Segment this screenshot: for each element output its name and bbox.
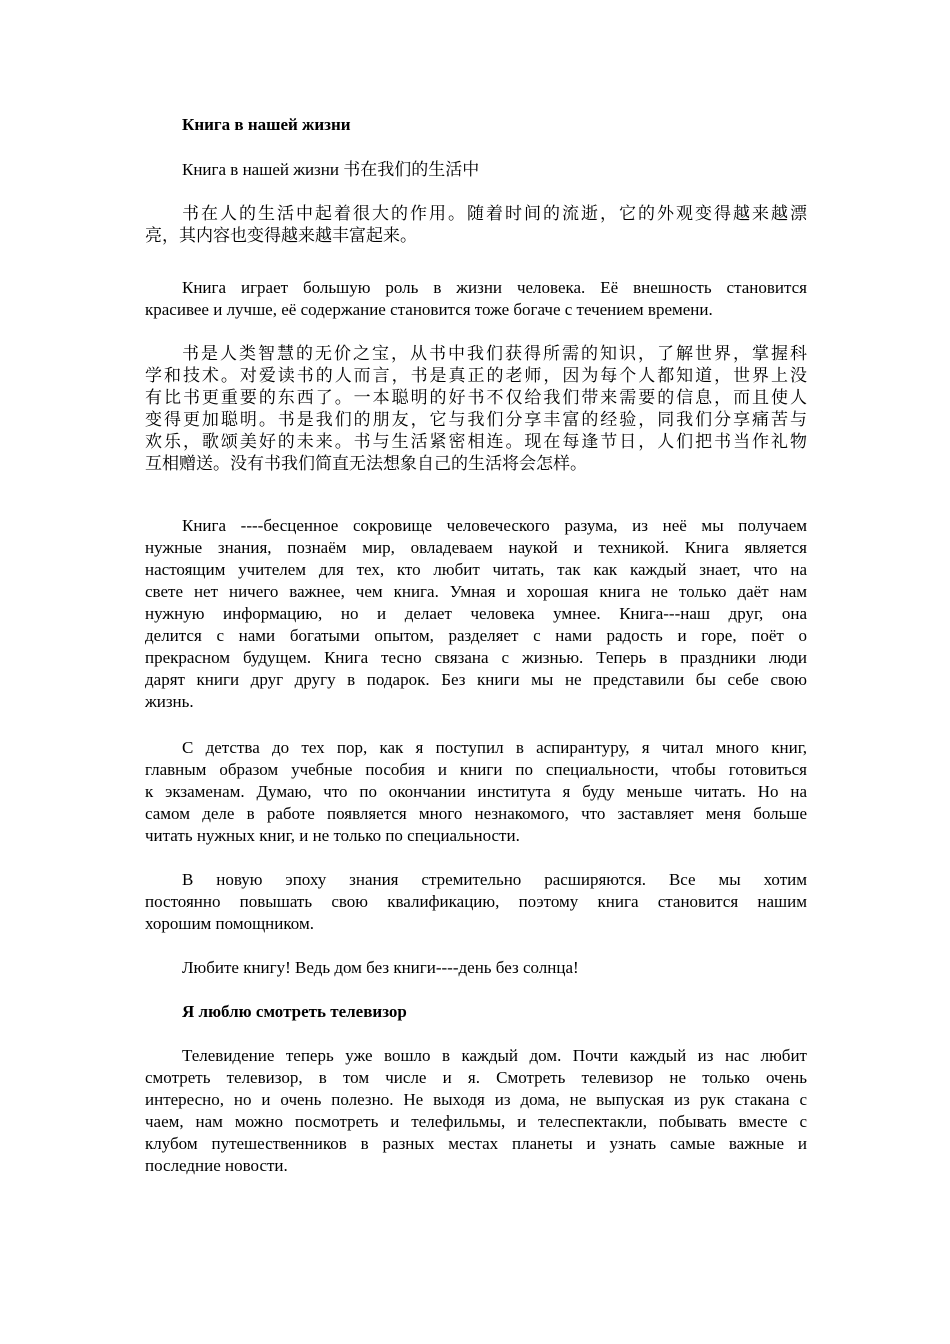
text-line: нужные знания, познаём мир, овладеваем наукой и техникой. Книга является (145, 538, 807, 557)
text-line: читать нужных книг, и не только по специальности. (145, 826, 520, 845)
text-line: Книга ----бесценное сокровище человеческого разума, из неё мы получаем (182, 516, 807, 535)
text-line: к экзаменам. Думаю, что по окончании института я буду меньше читать. Но на (145, 782, 807, 801)
paragraph (145, 957, 807, 979)
paragraph (145, 159, 807, 181)
paragraph (145, 515, 807, 713)
text-line: Книга в нашей жизни (182, 115, 351, 134)
text-line: делится с нами богатыми опытом, разделяет с нами радость и горе, поёт о (145, 626, 807, 645)
text-line: самом деле в работе появляется много незнакомого, что заставляет меня больше (145, 804, 807, 823)
text-line: настоящим учителем для тех, кто любит читать, так как каждый знает, что на (145, 560, 807, 579)
section-heading (145, 1001, 807, 1023)
paragraph (145, 1045, 807, 1177)
paragraph (145, 737, 807, 847)
paragraph (145, 203, 807, 247)
text-line: Книга в нашей жизни 书在我们的生活中 (182, 160, 480, 179)
text-line: 欢乐，歌颂美好的未来。书与生活紧密相连。现在每逢节日，人们把书当作礼物 (145, 432, 807, 451)
text-line: 书在人的生活中起着很大的作用。随着时间的流逝，它的外观变得越来越漂 (182, 204, 807, 223)
text-line: жизнь. (145, 692, 194, 711)
text-line: 学和技术。对爱读书的人而言，书是真正的老师，因为每个人都知道，世界上没 (145, 366, 807, 385)
text-line: 书是人类智慧的无价之宝，从书中我们获得所需的知识，了解世界，掌握科 (182, 344, 807, 363)
text-line: красивее и лучше, её содержание становится тоже богаче с течением времени. (145, 300, 713, 319)
paragraph (145, 869, 807, 935)
text-line: хорошим помощником. (145, 914, 314, 933)
text-line: постоянно повышать свою квалификацию, поэтому книга становится нашим (145, 892, 807, 911)
text-line: 互相赠送。没有书我们简直无法想象自己的生活将会怎样。 (145, 454, 587, 473)
text-line: 有比书更重要的东西了。一本聪明的好书不仅给我们带来需要的信息，而且使人 (145, 388, 807, 407)
text-line: прекрасном будущем. Книга тесно связана с жизнью. Теперь в праздники люди (145, 648, 807, 667)
text-line: нужную информацию, но и делает человека умнее. Книга---наш друг, она (145, 604, 807, 623)
text-line: дарят книги друг другу в подарок. Без книги мы не представили бы себе свою (145, 670, 807, 689)
text-line: 变得更加聪明。书是我们的朋友，它与我们分享丰富的经验，同我们分享痛苦与 (145, 410, 807, 429)
text-line: 亮，其内容也变得越来越丰富起来。 (145, 226, 417, 245)
text-line: интересно, но и очень полезно. Не выходя из дома, не выпуская из рук стакана с (145, 1090, 807, 1109)
text-line: клубом путешественников в разных местах планеты и узнать самые важные и (145, 1134, 807, 1153)
paragraph (145, 343, 807, 475)
section-heading (145, 114, 807, 136)
paragraph (145, 277, 807, 321)
text-line: Телевидение теперь уже вошло в каждый дом. Почти каждый из нас любит (182, 1046, 807, 1065)
text-line: Любите книгу! Ведь дом без книги----день без солнца! (182, 958, 579, 977)
text-line: С детства до тех пор, как я поступил в аспирантуру, я читал много книг, (182, 738, 807, 757)
text-line: последние новости. (145, 1156, 288, 1175)
text-line: чаем, нам можно посмотреть и телефильмы, и телеспектакли, побывать вместе с (145, 1112, 807, 1131)
text-line: Я люблю смотреть телевизор (182, 1002, 407, 1021)
text-line: Книга играет большую роль в жизни человека. Её внешность становится (182, 278, 807, 297)
text-line: свете нет ничего важнее, чем книга. Умная и хорошая книга не только даёт нам (145, 582, 807, 601)
text-line: В новую эпоху знания стремительно расширяются. Все мы хотим (182, 870, 807, 889)
text-line: главным образом учебные пособия и книги по специальности, чтобы готовиться (145, 760, 807, 779)
text-line: смотреть телевизор, в том числе и я. Смотреть телевизор не только очень (145, 1068, 807, 1087)
